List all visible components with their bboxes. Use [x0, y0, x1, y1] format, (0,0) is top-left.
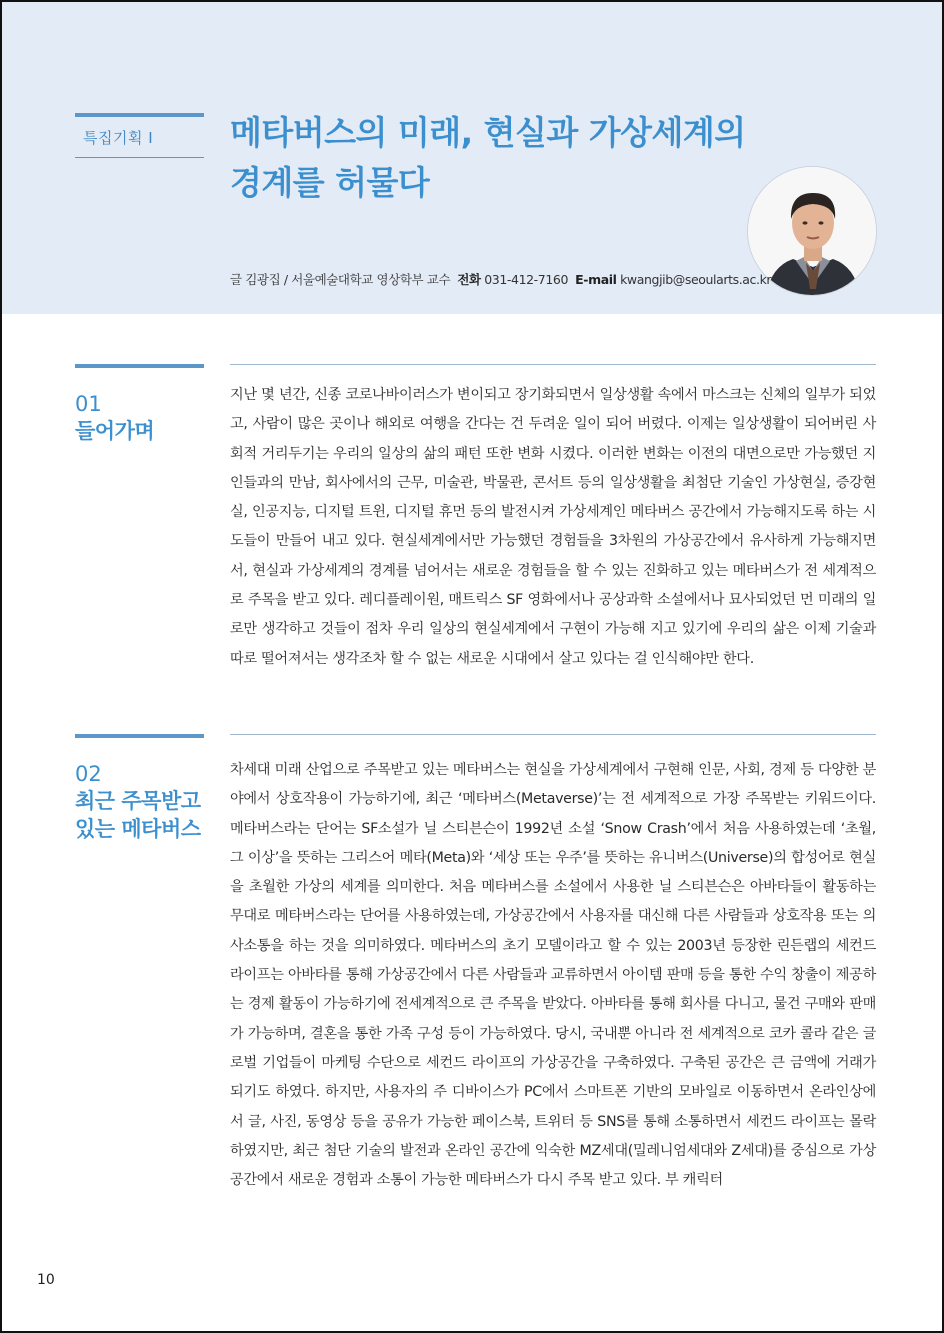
section-2-number: 02 [75, 762, 102, 786]
tag-bottom-line [75, 157, 204, 158]
article-title [230, 108, 750, 208]
byline-phone: 031-412-7160 [484, 272, 568, 287]
section-2-rule [230, 734, 876, 735]
byline-author: 글 김광집 / 서울예술대학교 영상학부 교수 [230, 272, 451, 287]
section-2-name-line-2: 있는 메타버스 [75, 817, 201, 841]
byline-phone-label: 전화 [457, 272, 481, 287]
section-1-number: 01 [75, 392, 102, 416]
byline-email-label: E-mail [575, 272, 617, 287]
section-2-bar [75, 734, 204, 738]
section-2-heading [75, 734, 204, 843]
title-line-2: 경계를 허물다 [230, 163, 430, 202]
section-2-body: 차세대 미래 산업으로 주목받고 있는 메타버스는 현실을 가상세계에서 구현해 인문, 사회, 경제 등 다양한 분야에서 상호작용이 가능하기에, 최근 ‘메타버스(Metaverse)’는 전 세계적으로 가장 주목받는 키워드이다. 메타버스라는 단어는 SF소설가 닐 스티븐슨이 1992년 소설 ‘Snow Crash’에서 처음 사용하였는데 ‘초월, 그 이상’을 뜻하는 그리스어 메타(Meta)와 ‘세상 또는 우주’를 뜻하는 유니버스(Universe)의 합성어로 현실을 초월한 가상의 세계를 의미한다. 처음 메타버스를 소설에서 사용한 닐 스티븐슨은 아바타들이 활동하는 무대로 메타버스라는 단어를 사용하였는데, 가상공간에서 사용자를 대신해 다른 사람들과 상호작용 또는 의사소통을 하는 것을 의미하였다. 메타버스의 초기 모델이라고 할 수 있는 2003년 등장한 린든랩의 세컨드 라이프는 아바타를 통해 가상공간에서 다른 사람들과 교류하면서 아이템 판매 등을 통한 수익 창출이 제공하는 경제 활동이 가능하기에 전세계적으로 큰 주목을 받았다. 아바타를 통해 회사를 다니고, 물건 구매와 판매가 가능하며, 결혼을 통한 가족 구성 등이 가능하였다. 당시, 국내뿐 아니라 전 세계적으로 코카 콜라 같은 글로벌 기업들이 마케팅 수단으로 세컨드 라이프의 가상공간을 구축하였다. 구축된 공간은 큰 금액에 거래가 되기도 하였다. 하지만, 사용자의 주 디바이스가 PC에서 스마트폰 기반의 모바일로 이동하면서 온라인상에서 글, 사진, 동영상 등을 공유가 가능한 페이스북, 트위터 등 SNS를 통해 소통하면서 세컨드 라이프는 몰락하였지만, 최근 첨단 기술의 발전과 온라인 공간에 익숙한 MZ세대(밀레니엄세대와 Z세대)를 중심으로 가상공간에서 새로운 경험과 소통이 가능한 메타버스가 다시 주목 받고 있다. 부 캐릭터 [230, 762, 876, 1189]
title-line-1: 메타버스의 미래, 현실과 가상세계의 [230, 113, 746, 152]
tag-label: 특집기획 Ⅰ [83, 129, 154, 147]
byline-email: kwangjib@seoularts.ac.kr [620, 272, 772, 287]
section-1-name: 들어가며 [75, 419, 155, 443]
section-1-heading [75, 364, 204, 445]
section-2-name-line-1: 최근 주목받고 [75, 789, 201, 813]
section-1-rule [230, 364, 876, 365]
byline [230, 270, 772, 288]
section-1-body: 지난 몇 년간, 신종 코로나바이러스가 변이되고 장기화되면서 일상생활 속에서 마스크는 신체의 일부가 되었고, 사람이 많은 곳이나 해외로 여행을 간다는 건 두려운 일이 되어 버렸다. 이제는 일상생활이 되어버린 사회적 거리두기는 우리의 일상의 삶의 패턴 또한 변화 시켰다. 이러한 변화는 이전의 대면으로만 가능했던 지인들과의 만남, 회사에서의 근무, 미술관, 박물관, 콘서트 등의 일상생활을 최첨단 기술인 가상현실, 증강현실, 인공지능, 디지털 트윈, 디지털 휴먼 등의 발전시켜 가상세계인 메타버스 공간에서 가능해지도록 하는 시도들이 만들어 내고 있다. 현실세계에서만 가능했던 경험들을 3차원의 가상공간에서 유사하게 가능해지면서, 현실과 가상세계의 경계를 넘어서는 새로운 경험들을 할 수 있는 진화하고 있는 메타버스가 전 세계적으로 주목을 받고 있다. 레디플레이원, 매트릭스 SF 영화에서나 공상과학 소설에서나 묘사되었던 먼 미래의 일로만 생각하고 것들이 점차 우리 일상의 현실세계에서 구현이 가능해 지고 있기에 우리의 삶은 이제 기술과 따로 떨어져서는 생각조차 할 수 없는 새로운 시대에서 살고 있다는 걸 인식해야만 한다. [230, 387, 876, 667]
page-number: 10 [37, 1272, 55, 1288]
section-tag [75, 113, 204, 158]
section-1-bar [75, 364, 204, 368]
